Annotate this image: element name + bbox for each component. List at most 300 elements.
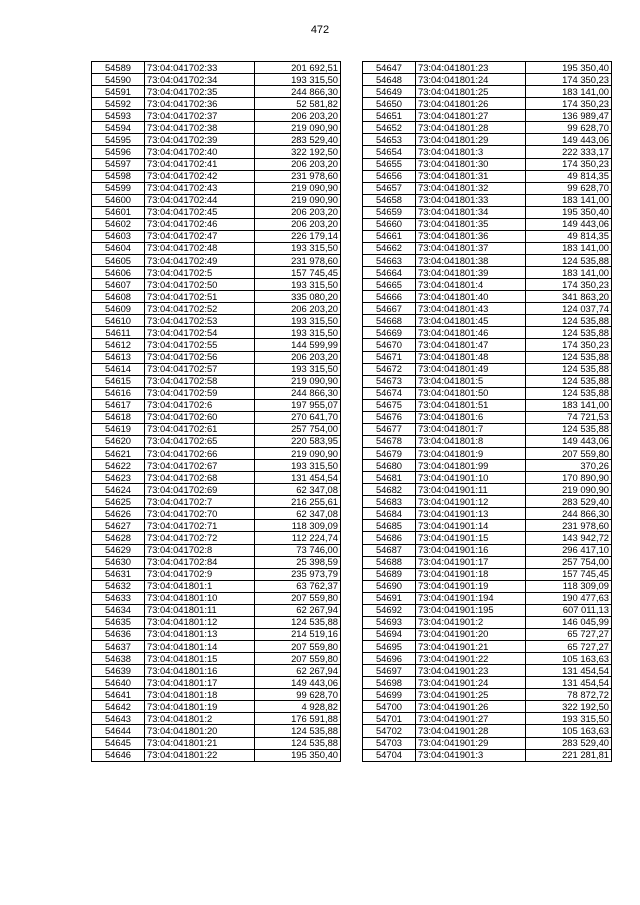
row-number: 54652 xyxy=(363,122,416,134)
row-number: 54637 xyxy=(92,641,145,653)
table-row xyxy=(92,98,341,110)
table-row xyxy=(363,399,612,411)
cadastral-value: 335 080,20 xyxy=(255,291,341,303)
cadastral-number: 73:04:041901:23 xyxy=(416,665,526,677)
table-row xyxy=(363,713,612,725)
cadastral-number: 73:04:041801:99 xyxy=(416,460,526,472)
row-number: 54621 xyxy=(92,448,145,460)
table-row xyxy=(92,532,341,544)
table-row xyxy=(363,460,612,472)
cadastral-number: 73:04:041702:59 xyxy=(145,387,255,399)
cadastral-number: 73:04:041801:11 xyxy=(145,604,255,616)
cadastral-number: 73:04:041801:13 xyxy=(145,628,255,640)
cadastral-value: 257 754,00 xyxy=(526,556,612,568)
cadastral-number: 73:04:041702:5 xyxy=(145,267,255,279)
row-number: 54642 xyxy=(92,701,145,713)
row-number: 54607 xyxy=(92,279,145,291)
cadastral-number: 73:04:041702:54 xyxy=(145,327,255,339)
table-row xyxy=(92,170,341,182)
cadastral-value: 62 347,08 xyxy=(255,484,341,496)
cadastral-number: 73:04:041702:52 xyxy=(145,303,255,315)
cadastral-number: 73:04:041801:14 xyxy=(145,641,255,653)
table-row xyxy=(92,616,341,628)
table-row xyxy=(92,580,341,592)
cadastral-number: 73:04:041901:14 xyxy=(416,520,526,532)
row-number: 54687 xyxy=(363,544,416,556)
row-number: 54631 xyxy=(92,568,145,580)
table-row xyxy=(363,327,612,339)
cadastral-number: 73:04:041801:46 xyxy=(416,327,526,339)
row-number: 54612 xyxy=(92,339,145,351)
cadastral-value: 131 454,54 xyxy=(255,472,341,484)
cadastral-value: 244 866,30 xyxy=(255,387,341,399)
table-row xyxy=(92,604,341,616)
cadastral-value: 341 863,20 xyxy=(526,291,612,303)
row-number: 54609 xyxy=(92,303,145,315)
cadastral-value: 174 350,23 xyxy=(526,339,612,351)
row-number: 54657 xyxy=(363,182,416,194)
row-number: 54640 xyxy=(92,677,145,689)
table-row xyxy=(92,146,341,158)
cadastral-value: 201 692,51 xyxy=(255,62,341,74)
table-row xyxy=(92,544,341,556)
row-number: 54692 xyxy=(363,604,416,616)
table-row xyxy=(92,242,341,254)
row-number: 54661 xyxy=(363,230,416,242)
cadastral-value: 124 535,88 xyxy=(526,375,612,387)
row-number: 54592 xyxy=(92,98,145,110)
cadastral-number: 73:04:041801:20 xyxy=(145,725,255,737)
table-row xyxy=(92,122,341,134)
cadastral-value: 131 454,54 xyxy=(526,665,612,677)
cadastral-value: 124 535,88 xyxy=(526,387,612,399)
cadastral-value: 174 350,23 xyxy=(526,98,612,110)
cadastral-number: 73:04:041801:23 xyxy=(416,62,526,74)
row-number: 54654 xyxy=(363,146,416,158)
cadastral-number: 73:04:041801:4 xyxy=(416,279,526,291)
cadastral-value: 207 559,80 xyxy=(255,653,341,665)
table-row xyxy=(363,725,612,737)
cadastral-value: 124 535,88 xyxy=(255,725,341,737)
table-row xyxy=(92,255,341,267)
table-row xyxy=(363,604,612,616)
table-row xyxy=(92,411,341,423)
cadastral-value: 244 866,30 xyxy=(255,86,341,98)
row-number: 54600 xyxy=(92,194,145,206)
cadastral-value: 190 477,63 xyxy=(526,592,612,604)
cadastral-number: 73:04:041801:36 xyxy=(416,230,526,242)
row-number: 54685 xyxy=(363,520,416,532)
cadastral-value: 193 315,50 xyxy=(526,713,612,725)
row-number: 54614 xyxy=(92,363,145,375)
row-number: 54662 xyxy=(363,242,416,254)
cadastral-number: 73:04:041801:18 xyxy=(145,689,255,701)
row-number: 54648 xyxy=(363,74,416,86)
cadastral-value: 124 535,88 xyxy=(255,616,341,628)
cadastral-value: 124 535,88 xyxy=(526,255,612,267)
table-row xyxy=(363,218,612,230)
table-row xyxy=(92,194,341,206)
cadastral-number: 73:04:041801:48 xyxy=(416,351,526,363)
row-number: 54674 xyxy=(363,387,416,399)
row-number: 54601 xyxy=(92,206,145,218)
cadastral-number: 73:04:041702:58 xyxy=(145,375,255,387)
cadastral-number: 73:04:041801:51 xyxy=(416,399,526,411)
row-number: 54659 xyxy=(363,206,416,218)
table-row xyxy=(92,653,341,665)
cadastral-value: 62 267,94 xyxy=(255,604,341,616)
table-row xyxy=(92,713,341,725)
cadastral-number: 73:04:041702:42 xyxy=(145,170,255,182)
table-row xyxy=(92,375,341,387)
table-row xyxy=(363,170,612,182)
table-row xyxy=(363,628,612,640)
row-number: 54695 xyxy=(363,641,416,653)
table-row xyxy=(363,242,612,254)
cadastral-value: 124 535,88 xyxy=(526,351,612,363)
row-number: 54673 xyxy=(363,375,416,387)
row-number: 54667 xyxy=(363,303,416,315)
row-number: 54676 xyxy=(363,411,416,423)
cadastral-number: 73:04:041702:55 xyxy=(145,339,255,351)
cadastral-value: 157 745,45 xyxy=(526,568,612,580)
row-number: 54622 xyxy=(92,460,145,472)
cadastral-number: 73:04:041901:19 xyxy=(416,580,526,592)
row-number: 54618 xyxy=(92,411,145,423)
row-number: 54590 xyxy=(92,74,145,86)
cadastral-number: 73:04:041901:16 xyxy=(416,544,526,556)
table-row xyxy=(92,86,341,98)
cadastral-number: 73:04:041702:65 xyxy=(145,435,255,447)
cadastral-number: 73:04:041801:7 xyxy=(416,423,526,435)
cadastral-value: 99 628,70 xyxy=(526,182,612,194)
cadastral-value: 183 141,00 xyxy=(526,267,612,279)
cadastral-value: 214 519,16 xyxy=(255,628,341,640)
table-row xyxy=(92,628,341,640)
table-row xyxy=(363,665,612,677)
cadastral-number: 73:04:041801:17 xyxy=(145,677,255,689)
table-row xyxy=(92,472,341,484)
cadastral-value: 63 762,37 xyxy=(255,580,341,592)
table-row xyxy=(363,146,612,158)
row-number: 54691 xyxy=(363,592,416,604)
table-row xyxy=(363,134,612,146)
cadastral-number: 73:04:041801:9 xyxy=(416,448,526,460)
cadastral-number: 73:04:041901:25 xyxy=(416,689,526,701)
cadastral-number: 73:04:041702:56 xyxy=(145,351,255,363)
row-number: 54630 xyxy=(92,556,145,568)
cadastral-value: 283 529,40 xyxy=(526,496,612,508)
table-row xyxy=(92,520,341,532)
table-row xyxy=(92,641,341,653)
cadastral-value: 219 090,90 xyxy=(255,194,341,206)
cadastral-value: 170 890,90 xyxy=(526,472,612,484)
cadastral-number: 73:04:041702:67 xyxy=(145,460,255,472)
cadastral-value: 174 350,23 xyxy=(526,74,612,86)
cadastral-value: 183 141,00 xyxy=(526,242,612,254)
row-number: 54616 xyxy=(92,387,145,399)
table-row xyxy=(363,98,612,110)
cadastral-value: 78 872,72 xyxy=(526,689,612,701)
row-number: 54639 xyxy=(92,665,145,677)
cadastral-number: 73:04:041801:31 xyxy=(416,170,526,182)
row-number: 54671 xyxy=(363,351,416,363)
cadastral-value: 219 090,90 xyxy=(526,484,612,496)
cadastral-number: 73:04:041702:72 xyxy=(145,532,255,544)
cadastral-number: 73:04:041801:3 xyxy=(416,146,526,158)
cadastral-value: 112 224,74 xyxy=(255,532,341,544)
cadastral-number: 73:04:041702:41 xyxy=(145,158,255,170)
table-row xyxy=(92,62,341,74)
row-number: 54656 xyxy=(363,170,416,182)
cadastral-value: 73 746,00 xyxy=(255,544,341,556)
cadastral-number: 73:04:041702:70 xyxy=(145,508,255,520)
cadastral-number: 73:04:041702:46 xyxy=(145,218,255,230)
table-row xyxy=(363,158,612,170)
row-number: 54680 xyxy=(363,460,416,472)
table-row xyxy=(363,182,612,194)
row-number: 54653 xyxy=(363,134,416,146)
cadastral-number: 73:04:041702:40 xyxy=(145,146,255,158)
cadastral-value: 183 141,00 xyxy=(526,399,612,411)
row-number: 54701 xyxy=(363,713,416,725)
row-number: 54682 xyxy=(363,484,416,496)
table-row xyxy=(92,399,341,411)
cadastral-number: 73:04:041801:27 xyxy=(416,110,526,122)
table-row xyxy=(363,749,612,761)
table-row xyxy=(92,677,341,689)
cadastral-number: 73:04:041901:29 xyxy=(416,737,526,749)
row-number: 54681 xyxy=(363,472,416,484)
table-row xyxy=(363,387,612,399)
table-row xyxy=(363,435,612,447)
table-row xyxy=(92,592,341,604)
cadastral-number: 73:04:041702:68 xyxy=(145,472,255,484)
cadastral-number: 73:04:041702:57 xyxy=(145,363,255,375)
cadastral-value: 99 628,70 xyxy=(255,689,341,701)
row-number: 54665 xyxy=(363,279,416,291)
table-row xyxy=(363,580,612,592)
table-row xyxy=(92,206,341,218)
row-number: 54683 xyxy=(363,496,416,508)
cadastral-value: 220 583,95 xyxy=(255,435,341,447)
cadastral-value: 219 090,90 xyxy=(255,375,341,387)
table-row xyxy=(363,255,612,267)
cadastral-number: 73:04:041702:53 xyxy=(145,315,255,327)
cadastral-number: 73:04:041702:71 xyxy=(145,520,255,532)
table-row xyxy=(92,749,341,761)
row-number: 54678 xyxy=(363,435,416,447)
cadastral-value: 74 721,53 xyxy=(526,411,612,423)
row-number: 54688 xyxy=(363,556,416,568)
cadastral-value: 206 203,20 xyxy=(255,206,341,218)
cadastral-number: 73:04:041801:32 xyxy=(416,182,526,194)
row-number: 54698 xyxy=(363,677,416,689)
row-number: 54663 xyxy=(363,255,416,267)
row-number: 54670 xyxy=(363,339,416,351)
cadastral-number: 73:04:041801:33 xyxy=(416,194,526,206)
cadastral-number: 73:04:041801:43 xyxy=(416,303,526,315)
cadastral-value: 207 559,80 xyxy=(255,592,341,604)
cadastral-value: 65 727,27 xyxy=(526,641,612,653)
cadastral-number: 73:04:041702:9 xyxy=(145,568,255,580)
cadastral-value: 221 281,81 xyxy=(526,749,612,761)
row-number: 54645 xyxy=(92,737,145,749)
cadastral-value: 62 267,94 xyxy=(255,665,341,677)
table-row xyxy=(363,339,612,351)
cadastral-number: 73:04:041901:13 xyxy=(416,508,526,520)
table-row xyxy=(363,315,612,327)
page-number: 472 xyxy=(310,24,330,36)
row-number: 54664 xyxy=(363,267,416,279)
cadastral-number: 73:04:041702:44 xyxy=(145,194,255,206)
cadastral-number: 73:04:041702:48 xyxy=(145,242,255,254)
cadastral-value: 197 955,07 xyxy=(255,399,341,411)
cadastral-value: 143 942,72 xyxy=(526,532,612,544)
row-number: 54635 xyxy=(92,616,145,628)
cadastral-number: 73:04:041702:51 xyxy=(145,291,255,303)
table-row xyxy=(363,448,612,460)
cadastral-value: 206 203,20 xyxy=(255,303,341,315)
cadastral-number: 73:04:041801:50 xyxy=(416,387,526,399)
row-number: 54626 xyxy=(92,508,145,520)
table-row xyxy=(92,435,341,447)
table-row xyxy=(363,303,612,315)
cadastral-value: 193 315,50 xyxy=(255,327,341,339)
row-number: 54627 xyxy=(92,520,145,532)
table-row xyxy=(92,387,341,399)
cadastral-value: 149 443,06 xyxy=(526,435,612,447)
cadastral-value: 193 315,50 xyxy=(255,460,341,472)
cadastral-number: 73:04:041801:21 xyxy=(145,737,255,749)
cadastral-number: 73:04:041702:49 xyxy=(145,255,255,267)
cadastral-value: 226 179,14 xyxy=(255,230,341,242)
row-number: 54620 xyxy=(92,435,145,447)
row-number: 54646 xyxy=(92,749,145,761)
cadastral-number: 73:04:041901:10 xyxy=(416,472,526,484)
row-number: 54641 xyxy=(92,689,145,701)
table-row xyxy=(92,496,341,508)
table-row xyxy=(92,448,341,460)
table-row xyxy=(92,230,341,242)
cadastral-number: 73:04:041801:30 xyxy=(416,158,526,170)
cadastral-number: 73:04:041801:25 xyxy=(416,86,526,98)
row-number: 54625 xyxy=(92,496,145,508)
cadastral-number: 73:04:041801:16 xyxy=(145,665,255,677)
table-row xyxy=(92,134,341,146)
table-row xyxy=(92,665,341,677)
row-number: 54603 xyxy=(92,230,145,242)
cadastral-number: 73:04:041901:18 xyxy=(416,568,526,580)
cadastral-value: 222 333,17 xyxy=(526,146,612,158)
cadastral-value: 174 350,23 xyxy=(526,158,612,170)
row-number: 54643 xyxy=(92,713,145,725)
row-number: 54613 xyxy=(92,351,145,363)
cadastral-value: 49 814,35 xyxy=(526,230,612,242)
cadastral-number: 73:04:041901:26 xyxy=(416,701,526,713)
cadastral-value: 195 350,40 xyxy=(526,206,612,218)
cadastral-value: 149 443,06 xyxy=(255,677,341,689)
row-number: 54605 xyxy=(92,255,145,267)
cadastral-number: 73:04:041702:37 xyxy=(145,110,255,122)
table-row xyxy=(363,544,612,556)
row-number: 54638 xyxy=(92,653,145,665)
table-row xyxy=(363,267,612,279)
cadastral-value: 195 350,40 xyxy=(255,749,341,761)
table-row xyxy=(92,315,341,327)
cadastral-number: 73:04:041801:5 xyxy=(416,375,526,387)
cadastral-number: 73:04:041901:27 xyxy=(416,713,526,725)
row-number: 54594 xyxy=(92,122,145,134)
row-number: 54702 xyxy=(363,725,416,737)
cadastral-number: 73:04:041801:37 xyxy=(416,242,526,254)
cadastral-number: 73:04:041801:34 xyxy=(416,206,526,218)
row-number: 54606 xyxy=(92,267,145,279)
cadastral-value: 49 814,35 xyxy=(526,170,612,182)
cadastral-value: 231 978,60 xyxy=(255,255,341,267)
row-number: 54596 xyxy=(92,146,145,158)
row-number: 54669 xyxy=(363,327,416,339)
cadastral-value: 65 727,27 xyxy=(526,628,612,640)
cadastral-value: 176 591,88 xyxy=(255,713,341,725)
row-number: 54632 xyxy=(92,580,145,592)
row-number: 54602 xyxy=(92,218,145,230)
table-row xyxy=(363,291,612,303)
cadastral-value: 322 192,50 xyxy=(255,146,341,158)
cadastral-number: 73:04:041901:195 xyxy=(416,604,526,616)
cadastral-number: 73:04:041901:21 xyxy=(416,641,526,653)
cadastral-value: 105 163,63 xyxy=(526,653,612,665)
row-number: 54703 xyxy=(363,737,416,749)
table-row xyxy=(363,701,612,713)
table-row xyxy=(92,460,341,472)
table-row xyxy=(363,641,612,653)
row-number: 54700 xyxy=(363,701,416,713)
cadastral-number: 73:04:041901:20 xyxy=(416,628,526,640)
cadastral-value: 105 163,63 xyxy=(526,725,612,737)
cadastral-value: 370,26 xyxy=(526,460,612,472)
cadastral-value: 244 866,30 xyxy=(526,508,612,520)
cadastral-number: 73:04:041801:15 xyxy=(145,653,255,665)
table-row xyxy=(92,568,341,580)
table-row xyxy=(363,496,612,508)
row-number: 54610 xyxy=(92,315,145,327)
cadastral-number: 73:04:041702:7 xyxy=(145,496,255,508)
table-row xyxy=(363,423,612,435)
row-number: 54650 xyxy=(363,98,416,110)
cadastral-number: 73:04:041702:50 xyxy=(145,279,255,291)
cadastral-value: 174 350,23 xyxy=(526,279,612,291)
table-row xyxy=(363,74,612,86)
cadastral-number: 73:04:041702:38 xyxy=(145,122,255,134)
row-number: 54655 xyxy=(363,158,416,170)
row-number: 54677 xyxy=(363,423,416,435)
cadastral-number: 73:04:041702:8 xyxy=(145,544,255,556)
cadastral-value: 296 417,10 xyxy=(526,544,612,556)
table-row xyxy=(92,279,341,291)
row-number: 54693 xyxy=(363,616,416,628)
row-number: 54672 xyxy=(363,363,416,375)
cadastral-value: 25 398,59 xyxy=(255,556,341,568)
cadastral-value: 219 090,90 xyxy=(255,182,341,194)
cadastral-value: 124 037,74 xyxy=(526,303,612,315)
table-row xyxy=(363,556,612,568)
table-row xyxy=(92,725,341,737)
cadastral-number: 73:04:041702:35 xyxy=(145,86,255,98)
table-row xyxy=(92,351,341,363)
row-number: 54666 xyxy=(363,291,416,303)
row-number: 54597 xyxy=(92,158,145,170)
